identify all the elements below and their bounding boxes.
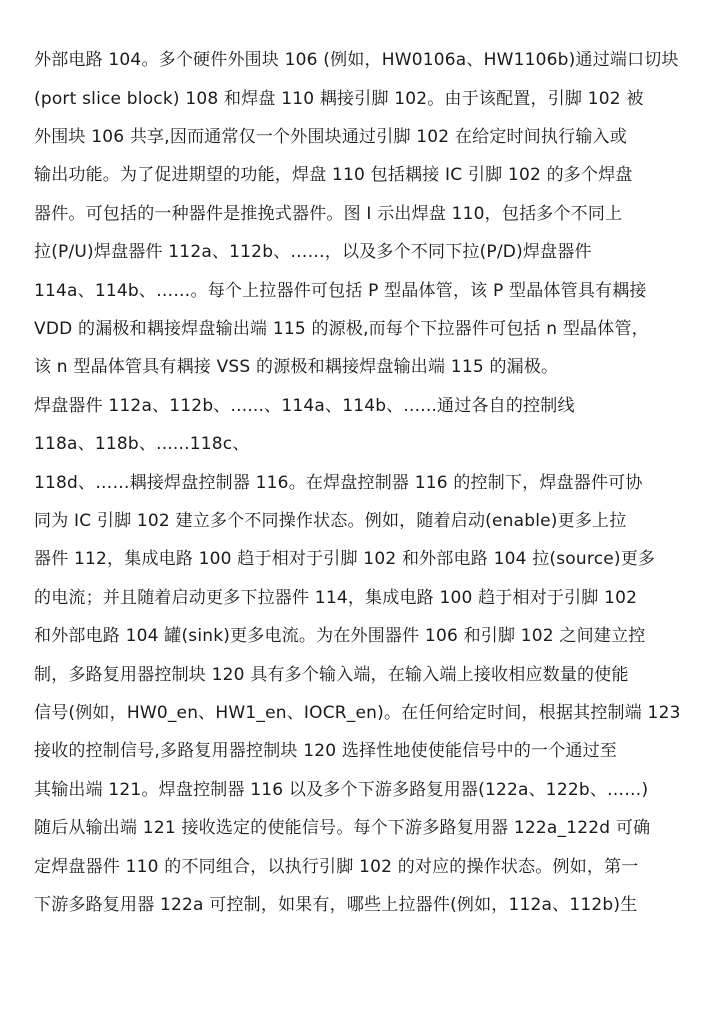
text-line: 输出功能。为了促进期望的功能，焊盘 110 包括耦接 IC 引脚 102 的多个焊盘 [34, 165, 633, 185]
text-line: 接收的控制信号,多路复用器控制块 120 选择性地使使能信号中的一个通过至 [34, 741, 618, 761]
text-line: 该 n 型晶体管具有耦接 VSS 的源极和耦接焊盘输出端 115 的漏极。 [34, 357, 559, 377]
text-line: 其输出端 121。焊盘控制器 116 以及多个下游多路复用器(122a、122b、……) [34, 780, 649, 800]
text-line: 114a、114b、……。每个上拉器件可包括 P 型晶体管，该 P 型晶体管具有耦接 [34, 281, 647, 301]
text-line: 的电流；并且随着启动更多下拉器件 114，集成电路 100 趋于相对于引脚 102 [34, 588, 638, 608]
text-line: 随后从输出端 121 接收选定的使能信号。每个下游多路复用器 122a_122d 可确 [34, 818, 651, 838]
text-line: 同为 IC 引脚 102 建立多个不同操作状态。例如，随着启动(enable)更多上拉 [34, 511, 627, 531]
text-line: 定焊盘器件 110 的不同组合，以执行引脚 102 的对应的操作状态。例如，第一 [34, 857, 639, 877]
text-line: VDD 的漏极和耦接焊盘输出端 115 的源极,而每个下拉器件可包括 n 型晶体管， [34, 319, 649, 339]
text-line: 外围块 106 共享,因而通常仅一个外围块通过引脚 102 在给定时间执行输入或 [34, 127, 627, 147]
text-line: 器件。可包括的一种器件是推挽式器件。图 I 示出焊盘 110，包括多个不同上 [34, 204, 623, 224]
text-line: 器件 112，集成电路 100 趋于相对于引脚 102 和外部电路 104 拉(source)更多 [34, 549, 656, 569]
text-line: 拉(P/U)焊盘器件 112a、112b、……，以及多个不同下拉(P/D)焊盘器件 [34, 242, 592, 262]
text-line: 信号(例如，HW0_en、HW1_en、IOCR_en)。在任何给定时间，根据其控制端 123 [34, 703, 681, 723]
text-line: 制，多路复用器控制块 120 具有多个输入端，在输入端上接收相应数量的使能 [34, 665, 629, 685]
text-line: 下游多路复用器 122a 可控制，如果有，哪些上拉器件(例如，112a、112b)生 [34, 895, 638, 915]
text-line: 外部电路 104。多个硬件外围块 106 (例如，HW0106a、HW1106b)通过端口切块 [34, 50, 679, 70]
text-line: 焊盘器件 112a、112b、......、114a、114b、......通过各自的控制线 [34, 396, 575, 416]
text-line: 118a、118b、......118c、 [34, 434, 250, 454]
text-line: 和外部电路 104 罐(sink)更多电流。为在外围器件 106 和引脚 102 之间建立控 [34, 626, 646, 646]
text-line: 118d、……耦接焊盘控制器 116。在焊盘控制器 116 的控制下，焊盘器件可协 [34, 473, 643, 493]
text-line: (port slice block) 108 和焊盘 110 耦接引脚 102。由于该配置，引脚 102 被 [34, 89, 644, 109]
